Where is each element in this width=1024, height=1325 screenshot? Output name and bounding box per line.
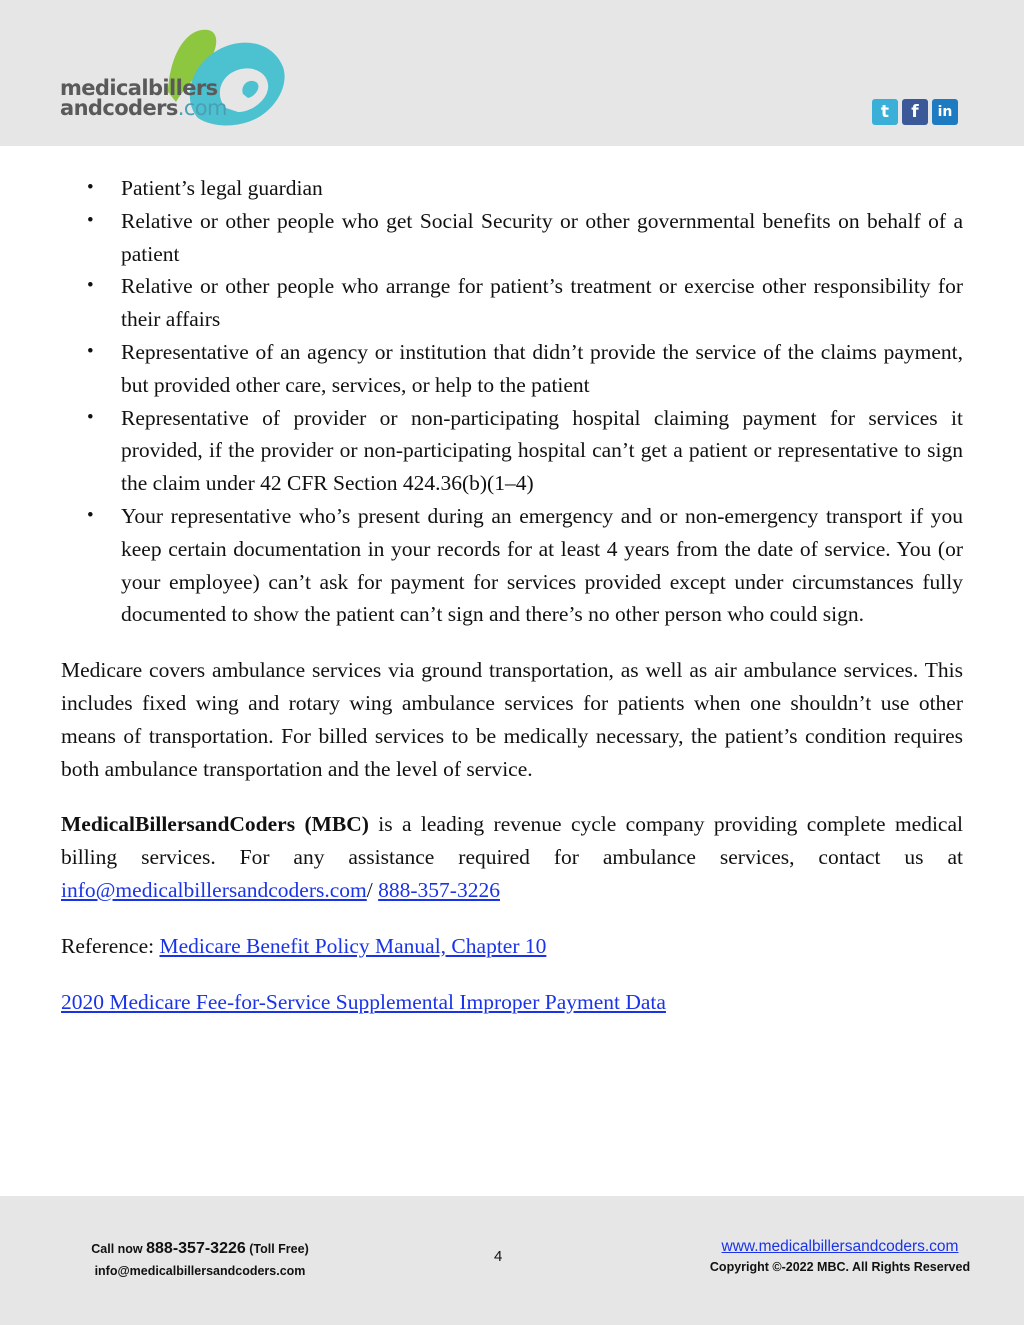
company-logo[interactable] [58, 22, 298, 132]
logo-line-2-main: andcoders [60, 96, 178, 120]
reference-paragraph [61, 930, 963, 963]
logo-wordmark [60, 78, 227, 118]
copyright-text: Copyright ©-2022 MBC. All Rights Reserved [709, 1260, 971, 1274]
list-item: • Patient’s legal guardian [61, 172, 963, 205]
call-prefix: Call now [91, 1242, 147, 1256]
mbc-paragraph [61, 808, 963, 906]
page-number: 4 [494, 1248, 503, 1265]
facebook-icon[interactable]: f [902, 99, 928, 125]
reference-link[interactable]: Medicare Benefit Policy Manual, Chapter 10 [159, 933, 547, 958]
list-item: • Representative of an agency or institution that didn’t provide the service of the claims payment, but provided other care, services, or help to the patient [61, 336, 963, 402]
page-header [0, 0, 1024, 146]
document-body [61, 172, 963, 1018]
company-name: MedicalBillersandCoders (MBC) [61, 812, 369, 837]
link-separator: / [366, 877, 379, 902]
phone-link[interactable]: 888-357-3226 [378, 877, 500, 902]
logo-line-1: medicalbillers [60, 76, 218, 100]
list-item: • Your representative who’s present during an emergency and or non-emergency transport if you keep certain documentation in your records for at least 4 years from the date of service. You (or your employee) can’t ask for payment for services provided except under circumstances fully documented to show the patient can’t sign and there’s no other person who could sign. [61, 500, 963, 631]
footer-email[interactable]: info@medicalbillersandcoders.com [94, 1264, 306, 1278]
mbc-text: is a leading revenue cycle company providing complete medical billing services. For any assistance required for ambulance services, contact us at [61, 812, 963, 870]
social-links [872, 99, 958, 125]
footer-site [690, 1236, 990, 1278]
list-item: • Representative of provider or non-participating hospital claiming payment for services it provided, if the provider or non-participating hospital can’t get a patient or representative to sign the claim under 42 CFR Section 424.36(b)(1–4) [61, 402, 963, 500]
toll-free-label: (Toll Free) [245, 1242, 309, 1256]
footer-phone[interactable]: 888-357-3226 [146, 1240, 246, 1257]
list-item: • Relative or other people who get Social Security or other governmental benefits on behalf of a patient [61, 205, 963, 271]
logo-line-2-suffix: .com [177, 96, 227, 120]
linkedin-icon[interactable]: in [932, 99, 958, 125]
website-link[interactable]: www.medicalbillersandcoders.com [721, 1238, 959, 1255]
logo-line-2 [60, 98, 227, 118]
reference-label: Reference: [61, 933, 160, 958]
list-item: • Relative or other people who arrange for patient’s treatment or exercise other responsibility for their affairs [61, 270, 963, 336]
page-footer [0, 1196, 1024, 1325]
medicare-paragraph: Medicare covers ambulance services via ground transportation, as well as air ambulance services. This includes fixed wing and rotary wing ambulance services for patients when one shouldn’t use other means of transportation. For billed services to be medically necessary, the patient’s condition requires both ambulance transportation and the level of service. [61, 658, 963, 781]
footer-contact [52, 1238, 348, 1282]
data-paragraph [61, 986, 963, 1019]
representative-list [61, 172, 963, 631]
footer-call-line [52, 1238, 348, 1260]
improper-payment-data-link[interactable]: 2020 Medicare Fee-for-Service Supplemental Improper Payment Data [61, 989, 666, 1014]
email-link[interactable]: info@medicalbillersandcoders.com [61, 877, 367, 902]
twitter-icon[interactable]: t [872, 99, 898, 125]
